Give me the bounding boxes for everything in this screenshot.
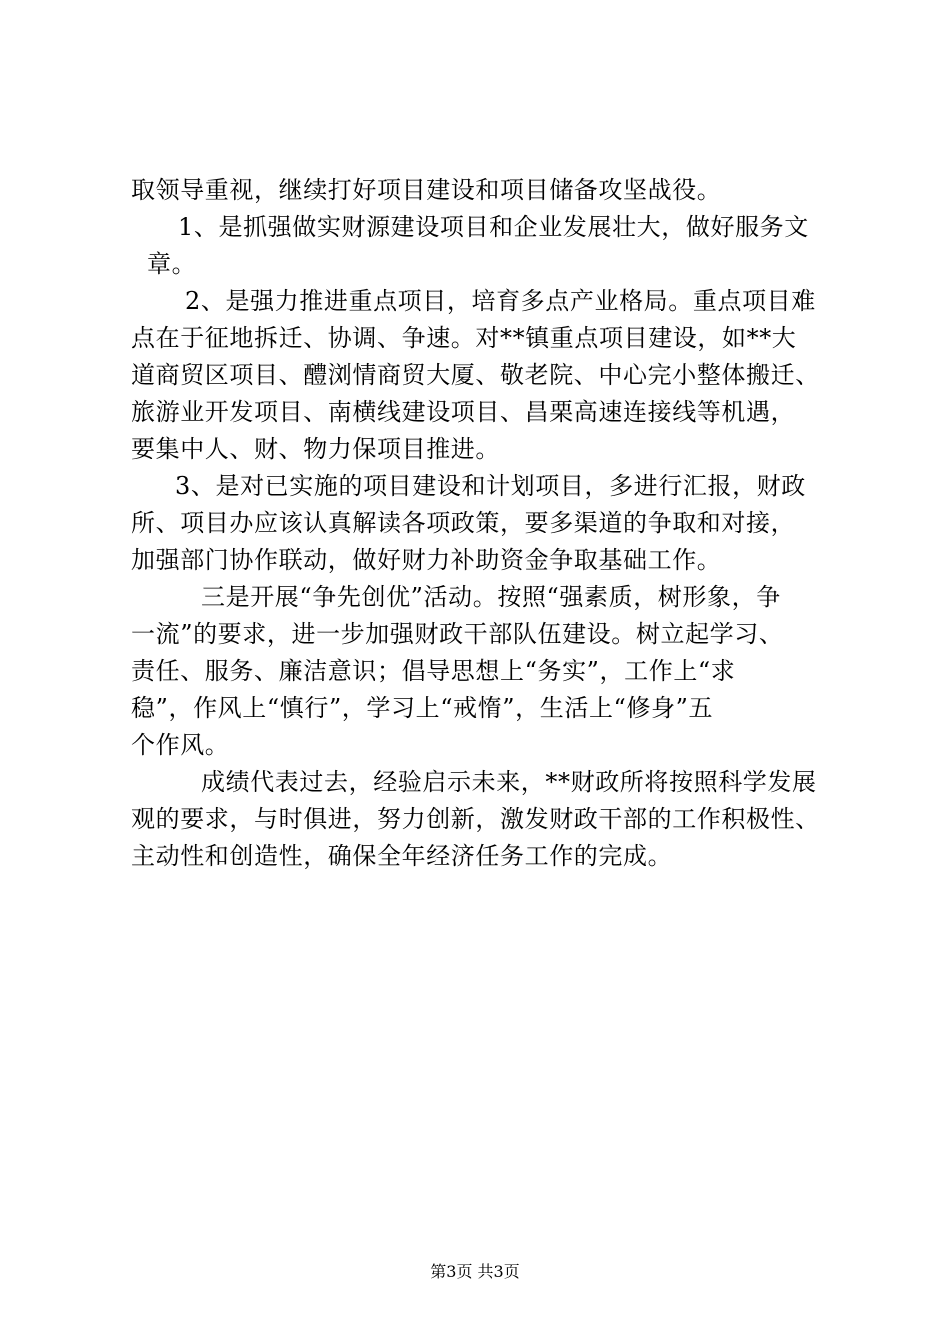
text-line: 个作风。 [131, 731, 230, 759]
text-line: 稳”，作风上“慎行”，学习上“戒惰”，生活上“修身”五 [131, 694, 714, 722]
item-1-line: 1、是抓强做实财源建设项目和企业发展壮大，做好服务文 [178, 213, 809, 241]
text-line: 旅游业开发项目、南横线建设项目、昌栗高速连接线等机遇， [131, 398, 796, 426]
item-2-line: 2、是强力推进重点项目，培育多点产业格局。重点项目难 [185, 287, 816, 315]
text-line: 一流”的要求，进一步加强财政干部队伍建设。树立起学习、 [131, 620, 784, 648]
text-line: 道商贸区项目、醴浏情商贸大厦、敬老院、中心完小整体搬迁、 [131, 361, 820, 389]
text-line: 加强部门协作联动，做好财力补助资金争取基础工作。 [131, 546, 722, 574]
section-three-line: 三是开展“争先创优”活动。按照“强素质，树形象，争 [201, 583, 781, 611]
text-line: 章。 [147, 250, 197, 278]
text-line: 取领导重视，继续打好项目建设和项目储备攻坚战役。 [131, 176, 722, 204]
text-line: 点在于征地拆迁、协调、争速。对**镇重点项目建设，如**大 [131, 324, 797, 352]
text-line: 所、项目办应该认真解读各项政策，要多渠道的争取和对接， [131, 509, 796, 537]
text-line: 观的要求，与时俱进，努力创新，激发财政干部的工作积极性、 [131, 805, 820, 833]
page-number-footer: 第3页 共3页 [430, 1262, 520, 1281]
item-3-line: 3、是对已实施的项目建设和计划项目，多进行汇报，财政 [175, 472, 806, 500]
text-line: 要集中人、财、物力保项目推进。 [131, 435, 500, 463]
text-line: 责任、服务、廉洁意识；倡导思想上“务实”，工作上“求 [131, 657, 736, 685]
text-line: 主动性和创造性，确保全年经济任务工作的完成。 [131, 842, 673, 870]
document-body [131, 172, 851, 875]
conclusion-line: 成绩代表过去，经验启示未来，**财政所将按照科学发展 [201, 768, 817, 796]
